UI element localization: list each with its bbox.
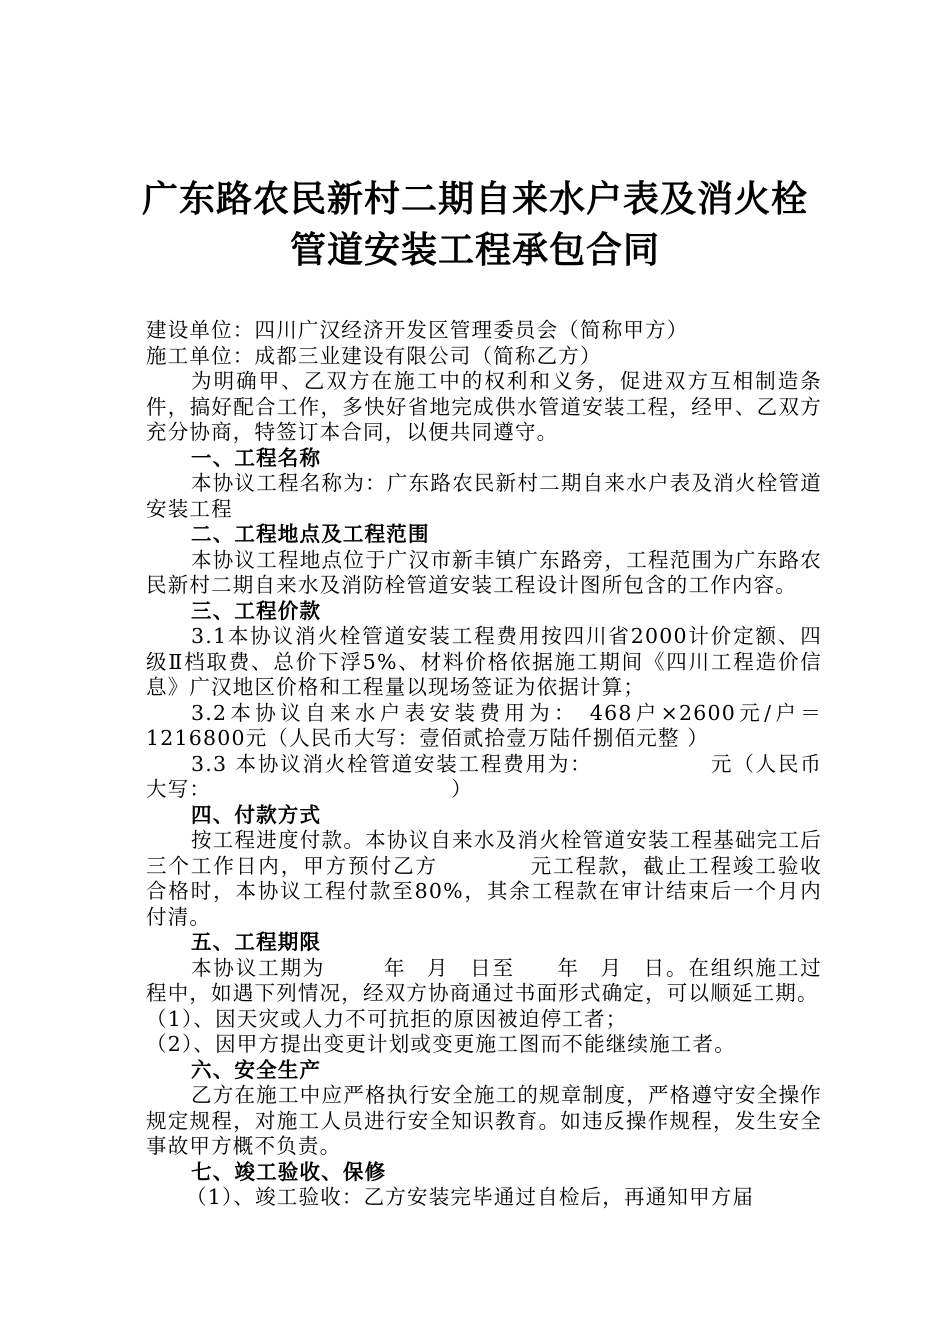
section-7-heading: 七、竣工验收、保修 xyxy=(191,1159,387,1184)
section-7-item-1: （1）、竣工验收：乙方安装完毕通过自检后，再通知甲方届 xyxy=(186,1185,755,1209)
contractor-party-line: 施工单位：成都三业建设有限公司（简称乙方） xyxy=(146,343,602,368)
contract-body xyxy=(146,318,822,1211)
section-6-text: 乙方在施工中应严格执行安全施工的规章制度，严格遵守安全操作规定规程，对施工人员进行安全知识教育。如违反操作规程，发生安全事故甲方概不负责。 xyxy=(146,1083,822,1158)
period-text-rest: 在组织施工过程中，如遇下列情况，经双方协商通过书面形式确定，可以顺延工期。 xyxy=(146,955,822,1005)
end-day-label: 日。 xyxy=(642,955,689,980)
section-2-heading: 二、工程地点及工程范围 xyxy=(191,522,430,546)
document-title-line-2: 管道安装工程承包合同 xyxy=(289,230,660,271)
start-year-label: 年 xyxy=(383,955,407,980)
section-2-text: 本协议工程地点位于广汉市新丰镇广东路旁，工程范围为广东路农民新村二期自来水及消防栓管道安装工程设计图所包含的工作内容。 xyxy=(146,547,822,597)
delay-condition-2: （2）、因甲方提出变更计划或变更施工图而不能继续施工者。 xyxy=(146,1032,736,1056)
period-start-label: 本协议工期为 xyxy=(191,955,326,980)
end-year-label: 年 xyxy=(556,955,580,980)
section-3-clause-3 xyxy=(146,752,822,803)
section-5-text xyxy=(146,956,822,1007)
start-day-label: 日至 xyxy=(469,955,515,980)
clause-3-3-start: 3.3 本协议消火栓管道安装工程费用为： xyxy=(191,751,593,776)
payment-text-end: 元工程款，截止工程竣工验收合格时，本协议工程付款至80%，其余工程款在审计结束后一个月内付清。 xyxy=(146,853,822,929)
payment-text-start: 按工程进度付款。本协议自来水及消火栓管道安装工程基础完工后三个工作日内，甲方预付乙方 xyxy=(146,828,822,878)
section-4-text xyxy=(146,828,822,930)
section-1-text: 本协议工程名称为：广东路农民新村二期自来水户表及消火栓管道安装工程 xyxy=(146,471,822,521)
client-party-line: 建设单位：四川广汉经济开发区管理委员会（简称甲方） xyxy=(146,318,689,342)
section-3-clause-1: 3.1本协议消火栓管道安装工程费用按四川省2000计价定额、四级Ⅱ档取费、总价下浮5%、材料价格依据施工期间《四川工程造价信息》广汉地区价格和工程量以现场签证为依据计算； xyxy=(146,624,822,699)
clause-3-3-mid: 元（人民币大写： xyxy=(146,751,822,801)
start-month-label: 月 xyxy=(426,955,450,980)
section-5-heading: 五、工程期限 xyxy=(191,930,322,954)
section-6-heading: 六、安全生产 xyxy=(191,1057,322,1082)
document-title-line-1: 广东路农民新村二期自来水户表及消火栓 xyxy=(141,179,808,220)
clause-3-3-end: ） xyxy=(451,777,473,801)
section-4-heading: 四、付款方式 xyxy=(191,802,322,827)
section-3-heading: 三、工程价款 xyxy=(191,598,322,623)
delay-condition-1: （1）、因天灾或人力不可抗拒的原因被迫停工者； xyxy=(146,1006,628,1031)
section-3-clause-2: 3.2本协议自来水户表安装费用为： 468户×2600元/户＝1216800元（人民币大写：壹佰贰拾壹万陆仟捌佰元整 ） xyxy=(146,700,822,750)
end-month-label: 月 xyxy=(599,955,623,980)
preamble-paragraph: 为明确甲、乙双方在施工中的权利和义务，促进双方互相制造条件，搞好配合工作，多快好省地完成供水管道安装工程，经甲、乙双方充分协商，特签订本合同，以便共同遵守。 xyxy=(146,369,822,444)
section-1-heading: 一、工程名称 xyxy=(191,445,322,470)
